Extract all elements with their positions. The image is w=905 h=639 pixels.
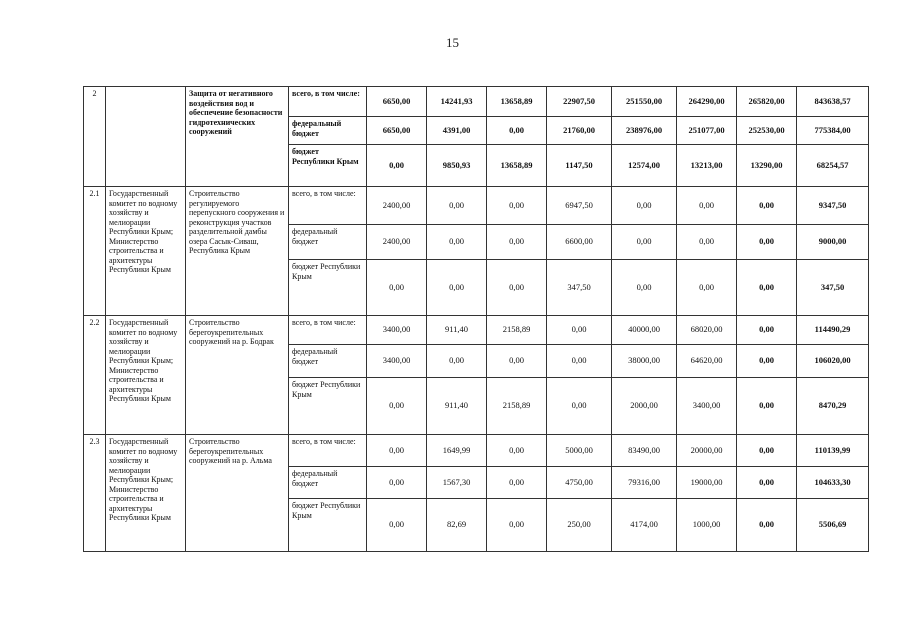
amount-cell: 4174,00 — [612, 499, 677, 552]
amount-cell: 3400,00 — [367, 345, 427, 378]
funding-source-label: федеральный бюджет — [289, 467, 367, 499]
amount-cell: 19000,00 — [677, 467, 737, 499]
amount-cell: 3400,00 — [677, 378, 737, 435]
amount-cell: 775384,00 — [797, 117, 869, 145]
row-index: 2.3 — [84, 435, 106, 552]
amount-cell: 12574,00 — [612, 145, 677, 187]
amount-cell: 4391,00 — [427, 117, 487, 145]
amount-cell: 13658,89 — [487, 87, 547, 117]
amount-cell: 0,00 — [487, 187, 547, 225]
amount-cell: 251550,00 — [612, 87, 677, 117]
executor-cell: Государственный комитет по водному хозяйству и мелиорации Республики Крым; Министерство строительства и архитектуры Республики Крым — [106, 187, 186, 316]
amount-cell: 13290,00 — [737, 145, 797, 187]
amount-cell: 0,00 — [737, 345, 797, 378]
amount-cell: 8470,29 — [797, 378, 869, 435]
amount-cell: 264290,00 — [677, 87, 737, 117]
amount-cell: 5000,00 — [547, 435, 612, 467]
amount-cell: 0,00 — [737, 378, 797, 435]
amount-cell: 0,00 — [677, 187, 737, 225]
amount-cell: 0,00 — [737, 187, 797, 225]
amount-cell: 0,00 — [487, 260, 547, 316]
amount-cell: 9347,50 — [797, 187, 869, 225]
amount-cell: 2400,00 — [367, 187, 427, 225]
amount-cell: 110139,99 — [797, 435, 869, 467]
amount-cell: 1567,30 — [427, 467, 487, 499]
amount-cell: 0,00 — [737, 225, 797, 260]
amount-cell: 0,00 — [547, 378, 612, 435]
table-row — [84, 316, 869, 345]
amount-cell: 9850,93 — [427, 145, 487, 187]
executor-cell: Государственный комитет по водному хозяйству и мелиорации Республики Крым; Министерство строительства и архитектуры Республики Крым — [106, 435, 186, 552]
amount-cell: 0,00 — [677, 260, 737, 316]
amount-cell: 0,00 — [367, 467, 427, 499]
amount-cell: 347,50 — [547, 260, 612, 316]
amount-cell: 6947,50 — [547, 187, 612, 225]
amount-cell: 0,00 — [487, 117, 547, 145]
amount-cell: 104633,30 — [797, 467, 869, 499]
amount-cell: 843638,57 — [797, 87, 869, 117]
amount-cell: 2400,00 — [367, 225, 427, 260]
amount-cell: 0,00 — [367, 378, 427, 435]
funding-source-label: федеральный бюджет — [289, 345, 367, 378]
amount-cell: 2158,89 — [487, 378, 547, 435]
amount-cell: 0,00 — [367, 499, 427, 552]
funding-source-label: бюджет Республики Крым — [289, 378, 367, 435]
amount-cell: 4750,00 — [547, 467, 612, 499]
amount-cell: 13213,00 — [677, 145, 737, 187]
amount-cell: 22907,50 — [547, 87, 612, 117]
amount-cell: 0,00 — [427, 345, 487, 378]
funding-source-label: федеральный бюджет — [289, 117, 367, 145]
amount-cell: 83490,00 — [612, 435, 677, 467]
amount-cell: 2000,00 — [612, 378, 677, 435]
amount-cell: 3400,00 — [367, 316, 427, 345]
amount-cell: 0,00 — [367, 260, 427, 316]
funding-source-label: бюджет Республики Крым — [289, 145, 367, 187]
row-index: 2.2 — [84, 316, 106, 435]
funding-source-label: всего, в том числе: — [289, 87, 367, 117]
measure-cell: Строительство берегоукрепительных сооружений на р. Бодрак — [186, 316, 289, 435]
amount-cell: 0,00 — [487, 345, 547, 378]
amount-cell: 0,00 — [612, 187, 677, 225]
amount-cell: 13658,89 — [487, 145, 547, 187]
amount-cell: 347,50 — [797, 260, 869, 316]
amount-cell: 0,00 — [487, 499, 547, 552]
amount-cell: 14241,93 — [427, 87, 487, 117]
amount-cell: 79316,00 — [612, 467, 677, 499]
amount-cell: 82,69 — [427, 499, 487, 552]
amount-cell: 0,00 — [547, 345, 612, 378]
amount-cell: 20000,00 — [677, 435, 737, 467]
amount-cell: 0,00 — [427, 225, 487, 260]
amount-cell: 0,00 — [427, 187, 487, 225]
funding-source-label: бюджет Республики Крым — [289, 260, 367, 316]
table-row — [84, 87, 869, 117]
amount-cell: 0,00 — [612, 260, 677, 316]
amount-cell: 252530,00 — [737, 117, 797, 145]
amount-cell: 0,00 — [487, 435, 547, 467]
amount-cell: 1000,00 — [677, 499, 737, 552]
amount-cell: 238976,00 — [612, 117, 677, 145]
amount-cell: 0,00 — [737, 435, 797, 467]
amount-cell: 911,40 — [427, 316, 487, 345]
measure-cell: Строительство регулируемого перепускного сооружения и реконструкция участков разделительной дамбы озера Сасык-Сиваш, Республика Крым — [186, 187, 289, 316]
amount-cell: 6650,00 — [367, 87, 427, 117]
amount-cell: 1147,50 — [547, 145, 612, 187]
amount-cell: 0,00 — [737, 467, 797, 499]
amount-cell: 0,00 — [547, 316, 612, 345]
page-number: 15 — [446, 35, 459, 50]
amount-cell: 251077,00 — [677, 117, 737, 145]
measure-cell: Строительство берегоукрепительных сооружений на р. Альма — [186, 435, 289, 552]
amount-cell: 911,40 — [427, 378, 487, 435]
table-row — [84, 435, 869, 467]
amount-cell: 21760,00 — [547, 117, 612, 145]
amount-cell: 38000,00 — [612, 345, 677, 378]
amount-cell: 0,00 — [612, 225, 677, 260]
amount-cell: 1649,99 — [427, 435, 487, 467]
funding-source-label: бюджет Республики Крым — [289, 499, 367, 552]
funding-source-label: федеральный бюджет — [289, 225, 367, 260]
row-index: 2.1 — [84, 187, 106, 316]
amount-cell: 0,00 — [427, 260, 487, 316]
executor-cell: Государственный комитет по водному хозяйству и мелиорации Республики Крым; Министерство строительства и архитектуры Республики Крым — [106, 316, 186, 435]
amount-cell: 68020,00 — [677, 316, 737, 345]
amount-cell: 5506,69 — [797, 499, 869, 552]
amount-cell: 2158,89 — [487, 316, 547, 345]
measure-cell: Защита от негативного воздействия вод и обеспечение безопасности гидротехнических сооружений — [186, 87, 289, 187]
amount-cell: 0,00 — [487, 467, 547, 499]
amount-cell: 0,00 — [737, 260, 797, 316]
amount-cell: 0,00 — [367, 145, 427, 187]
row-index: 2 — [84, 87, 106, 187]
amount-cell: 0,00 — [367, 435, 427, 467]
amount-cell: 64620,00 — [677, 345, 737, 378]
amount-cell: 6600,00 — [547, 225, 612, 260]
executor-cell — [106, 87, 186, 187]
amount-cell: 68254,57 — [797, 145, 869, 187]
amount-cell: 0,00 — [677, 225, 737, 260]
amount-cell: 250,00 — [547, 499, 612, 552]
table-row — [84, 187, 869, 225]
amount-cell: 6650,00 — [367, 117, 427, 145]
amount-cell: 114490,29 — [797, 316, 869, 345]
amount-cell: 9000,00 — [797, 225, 869, 260]
amount-cell: 40000,00 — [612, 316, 677, 345]
amount-cell: 0,00 — [737, 499, 797, 552]
amount-cell: 265820,00 — [737, 87, 797, 117]
amount-cell: 0,00 — [487, 225, 547, 260]
funding-source-label: всего, в том числе: — [289, 316, 367, 345]
funding-source-label: всего, в том числе: — [289, 187, 367, 225]
amount-cell: 106020,00 — [797, 345, 869, 378]
amount-cell: 0,00 — [737, 316, 797, 345]
funding-source-label: всего, в том числе: — [289, 435, 367, 467]
budget-table — [83, 86, 869, 552]
